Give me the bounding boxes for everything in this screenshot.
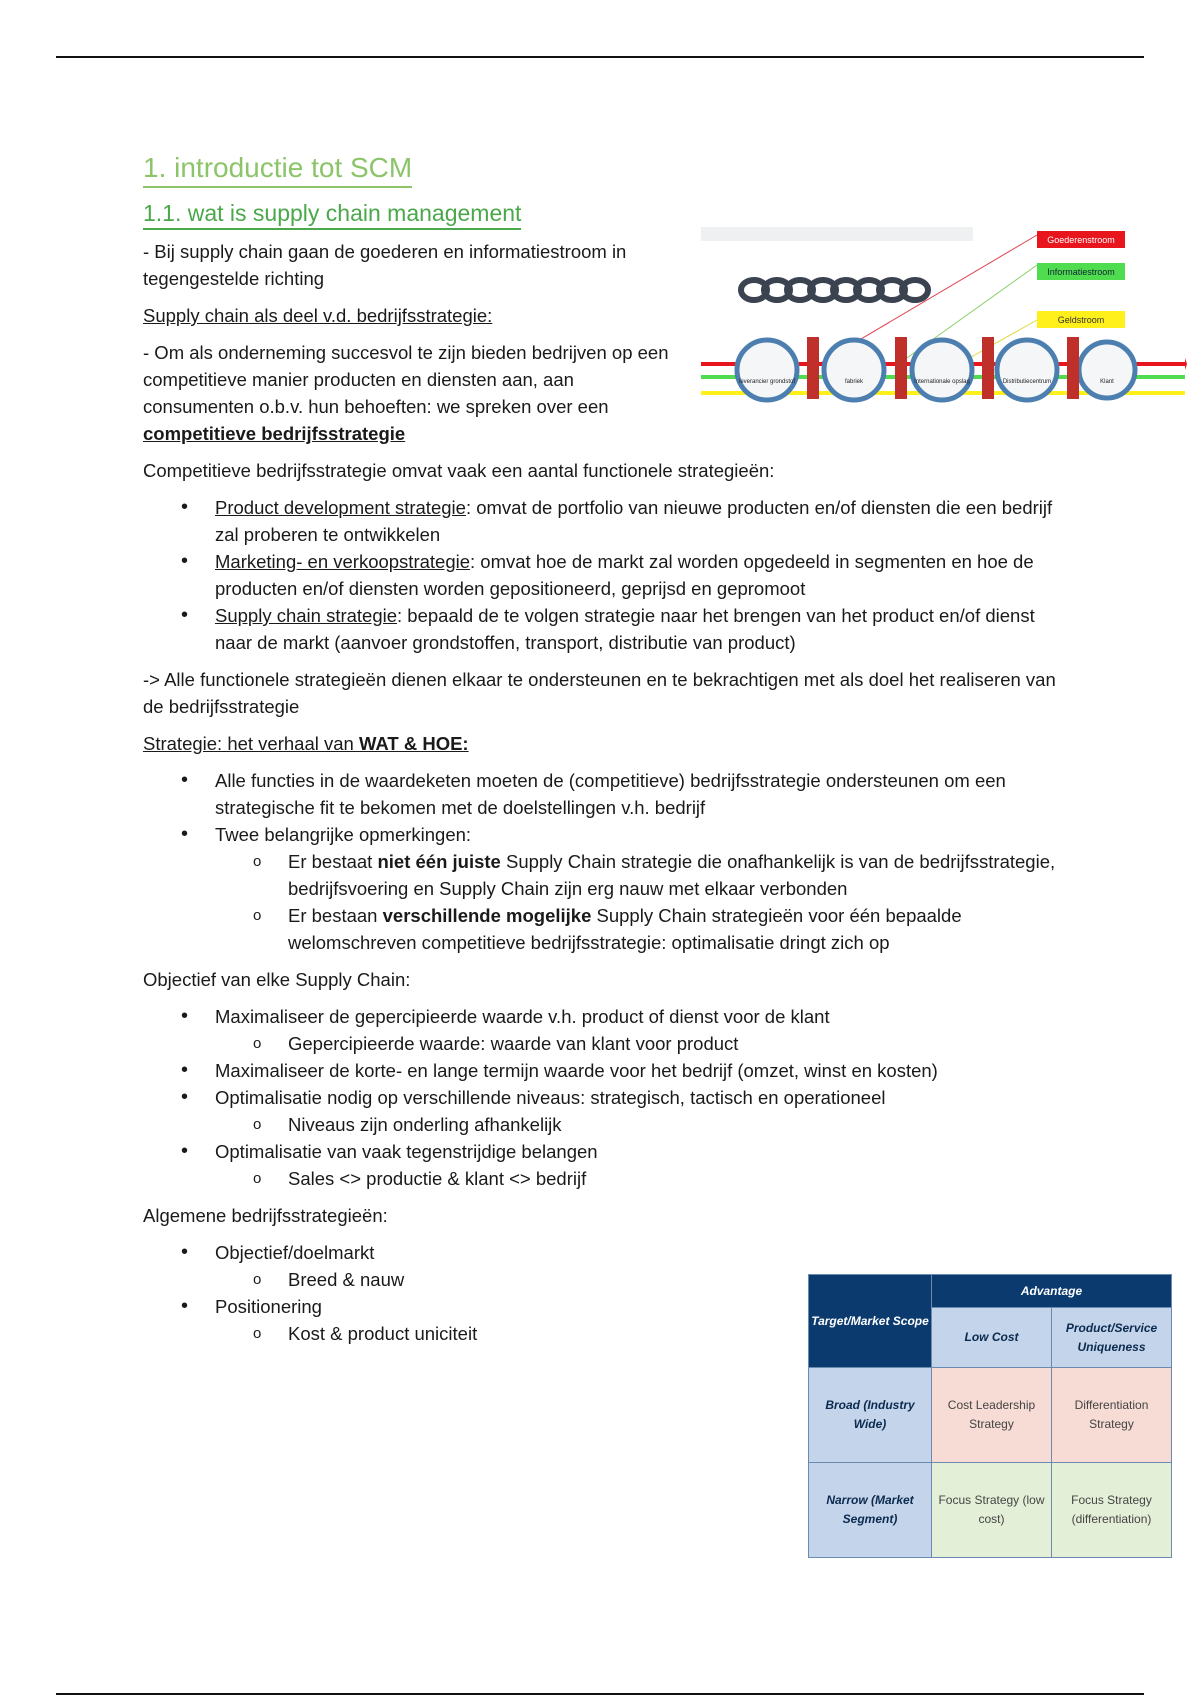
- sub-list-item: [288, 902, 1063, 956]
- term: Product development strategie: [215, 497, 466, 518]
- sub-list: [215, 1165, 1063, 1192]
- flow-label-money: Geldstroom: [1057, 315, 1105, 325]
- sub-list-item: [288, 848, 1063, 902]
- chain-icon: [741, 280, 928, 300]
- functional-outro: -> Alle functionele strategieën dienen elkaar te ondersteunen en te bekrachtigen met als doel het realiseren van de bedrijfsstrategie: [143, 669, 1056, 717]
- wat-hoe-heading: [143, 730, 1063, 757]
- wat-hoe-text: Strategie: het verhaal van: [143, 733, 359, 754]
- page-title: 1. introductie tot SCM: [143, 150, 412, 188]
- sub-list: [215, 848, 1063, 956]
- flow-label-info: Informatiestroom: [1047, 267, 1115, 277]
- matrix-cell: Focus Strategy (low cost): [932, 1463, 1052, 1558]
- strategy-bold: competitieve bedrijfsstrategie: [143, 423, 406, 444]
- list-item: • Maximaliseer de korte- en lange termijn waarde voor het bedrijf (omzet, winst en kosten): [215, 1057, 1063, 1084]
- sub-text: Supply Chain strategieën voor één bepaalde welomschreven competitieve bedrijfsstrategie: optimalisatie dringt zich op: [288, 905, 962, 953]
- sub-list-item: o Breed & nauw: [288, 1266, 1063, 1293]
- list-item-text: Objectief/doelmarkt: [215, 1242, 375, 1263]
- section-title: 1.1. wat is supply chain management: [143, 198, 521, 230]
- matrix-corner: Target/Market Scope: [809, 1275, 932, 1368]
- strategy-paragraph: [143, 339, 678, 447]
- list-item-text: Positionering: [215, 1296, 322, 1317]
- station-label: Internationale opslag: [914, 379, 970, 385]
- list-item: [215, 548, 1063, 602]
- matrix-row-broad: Broad (Industry Wide): [809, 1368, 932, 1463]
- sub-text: Er bestaat: [288, 851, 378, 872]
- term-text: : bepaald de te volgen strategie naar het brengen van het product en/of dienst naar de markt (aanvoer grondstoffen, transport, distributie van product): [215, 605, 1035, 653]
- list-item: [215, 1084, 1063, 1138]
- term: Marketing- en verkoopstrategie: [215, 551, 471, 572]
- list-item: [215, 1138, 1063, 1192]
- station-label: leverancier grondstof: [738, 379, 796, 385]
- matrix-advantage: Advantage: [932, 1275, 1172, 1308]
- functional-intro: Competitieve bedrijfsstrategie omvat vaak een aantal functionele strategieën:: [143, 460, 775, 481]
- list-item-text: Twee belangrijke opmerkingen:: [215, 824, 472, 845]
- station-label: Klant: [1100, 379, 1114, 385]
- figure-banner: [701, 227, 973, 241]
- matrix-cell: Focus Strategy (differentiation): [1052, 1463, 1172, 1558]
- sub-list: [215, 1111, 1063, 1138]
- matrix-row-narrow: Narrow (Market Segment): [809, 1463, 932, 1558]
- sub-list-item: o Gepercipieerde waarde: waarde van klant voor product: [288, 1030, 1063, 1057]
- strategy-heading: Supply chain als deel v.d. bedrijfsstrategie:: [143, 305, 493, 326]
- list-item: [215, 602, 1063, 656]
- matrix-col-low-cost: Low Cost: [932, 1308, 1052, 1368]
- list-item-text: Optimalisatie van vaak tegenstrijdige belangen: [215, 1141, 598, 1162]
- matrix-col-uniqueness: Product/Service Uniqueness: [1052, 1308, 1172, 1368]
- objective-heading: Objectief van elke Supply Chain:: [143, 969, 411, 990]
- objective-list: [143, 1003, 1063, 1192]
- term-text: : omvat de portfolio van nieuwe producten en/of diensten die een bedrijf zal proberen te ontwikkelen: [215, 497, 1053, 545]
- sub-list-item: o Sales <> productie & klant <> bedrijf: [288, 1165, 1063, 1192]
- bottom-rule: [56, 1693, 1144, 1695]
- sub-text: Er bestaan: [288, 905, 383, 926]
- list-item: [215, 1003, 1063, 1057]
- general-heading: Algemene bedrijfsstrategieën:: [143, 1205, 388, 1226]
- sub-list-item: o Kost & product uniciteit: [288, 1320, 1063, 1347]
- strategy-text: - Om als onderneming succesvol te zijn bieden bedrijven op een competitieve manier producten en diensten aan, aan consumenten o.b.v. hun behoeften: we spreken over een: [143, 342, 669, 417]
- top-rule: [56, 56, 1144, 58]
- flow-label-goods: Goederenstroom: [1047, 235, 1115, 245]
- list-item-text: Maximaliseer de gepercipieerde waarde v.h. product of dienst voor de klant: [215, 1006, 830, 1027]
- wat-hoe-list: [143, 767, 1063, 956]
- station-label: fabriek: [844, 379, 864, 385]
- sub-bold: niet één juiste: [377, 851, 501, 872]
- supply-chain-figure: [697, 225, 1187, 415]
- sub-bold: verschillende mogelijke: [382, 905, 592, 926]
- list-item: • Alle functies in de waardeketen moeten de (competitieve) bedrijfsstrategie ondersteunen om een strategische fit te bekomen met de doelstellingen v.h. bedrijf: [215, 767, 1063, 821]
- matrix-cell: Cost Leadership Strategy: [932, 1368, 1052, 1463]
- matrix-cell: Differentiation Strategy: [1052, 1368, 1172, 1463]
- sub-text: Supply Chain strategie die onafhankelijk is van de bedrijfsstrategie, bedrijfsvoering en Supply Chain zijn erg nauw met elkaar verbonden: [288, 851, 1056, 899]
- sub-list-item: o Niveaus zijn onderling afhankelijk: [288, 1111, 1063, 1138]
- sub-list: [215, 1030, 1063, 1057]
- term-text: : omvat hoe de markt zal worden opgedeeld in segmenten en hoe de producten en/of diensten worden gepositioneerd, geprijsd en gepromoot: [215, 551, 1034, 599]
- station-label: Distributiecentrum: [1002, 379, 1052, 385]
- list-item-text: Optimalisatie nodig op verschillende niveaus: strategisch, tactisch en operationeel: [215, 1087, 886, 1108]
- intro-paragraph: - Bij supply chain gaan de goederen en informatiestroom in tegengestelde richting: [143, 241, 627, 289]
- strategy-matrix: [808, 1274, 1172, 1558]
- wat-hoe-bold: WAT & HOE:: [358, 733, 469, 754]
- list-item: [215, 821, 1063, 956]
- term: Supply chain strategie: [215, 605, 398, 626]
- functional-list: [143, 494, 1063, 656]
- list-item: [215, 494, 1063, 548]
